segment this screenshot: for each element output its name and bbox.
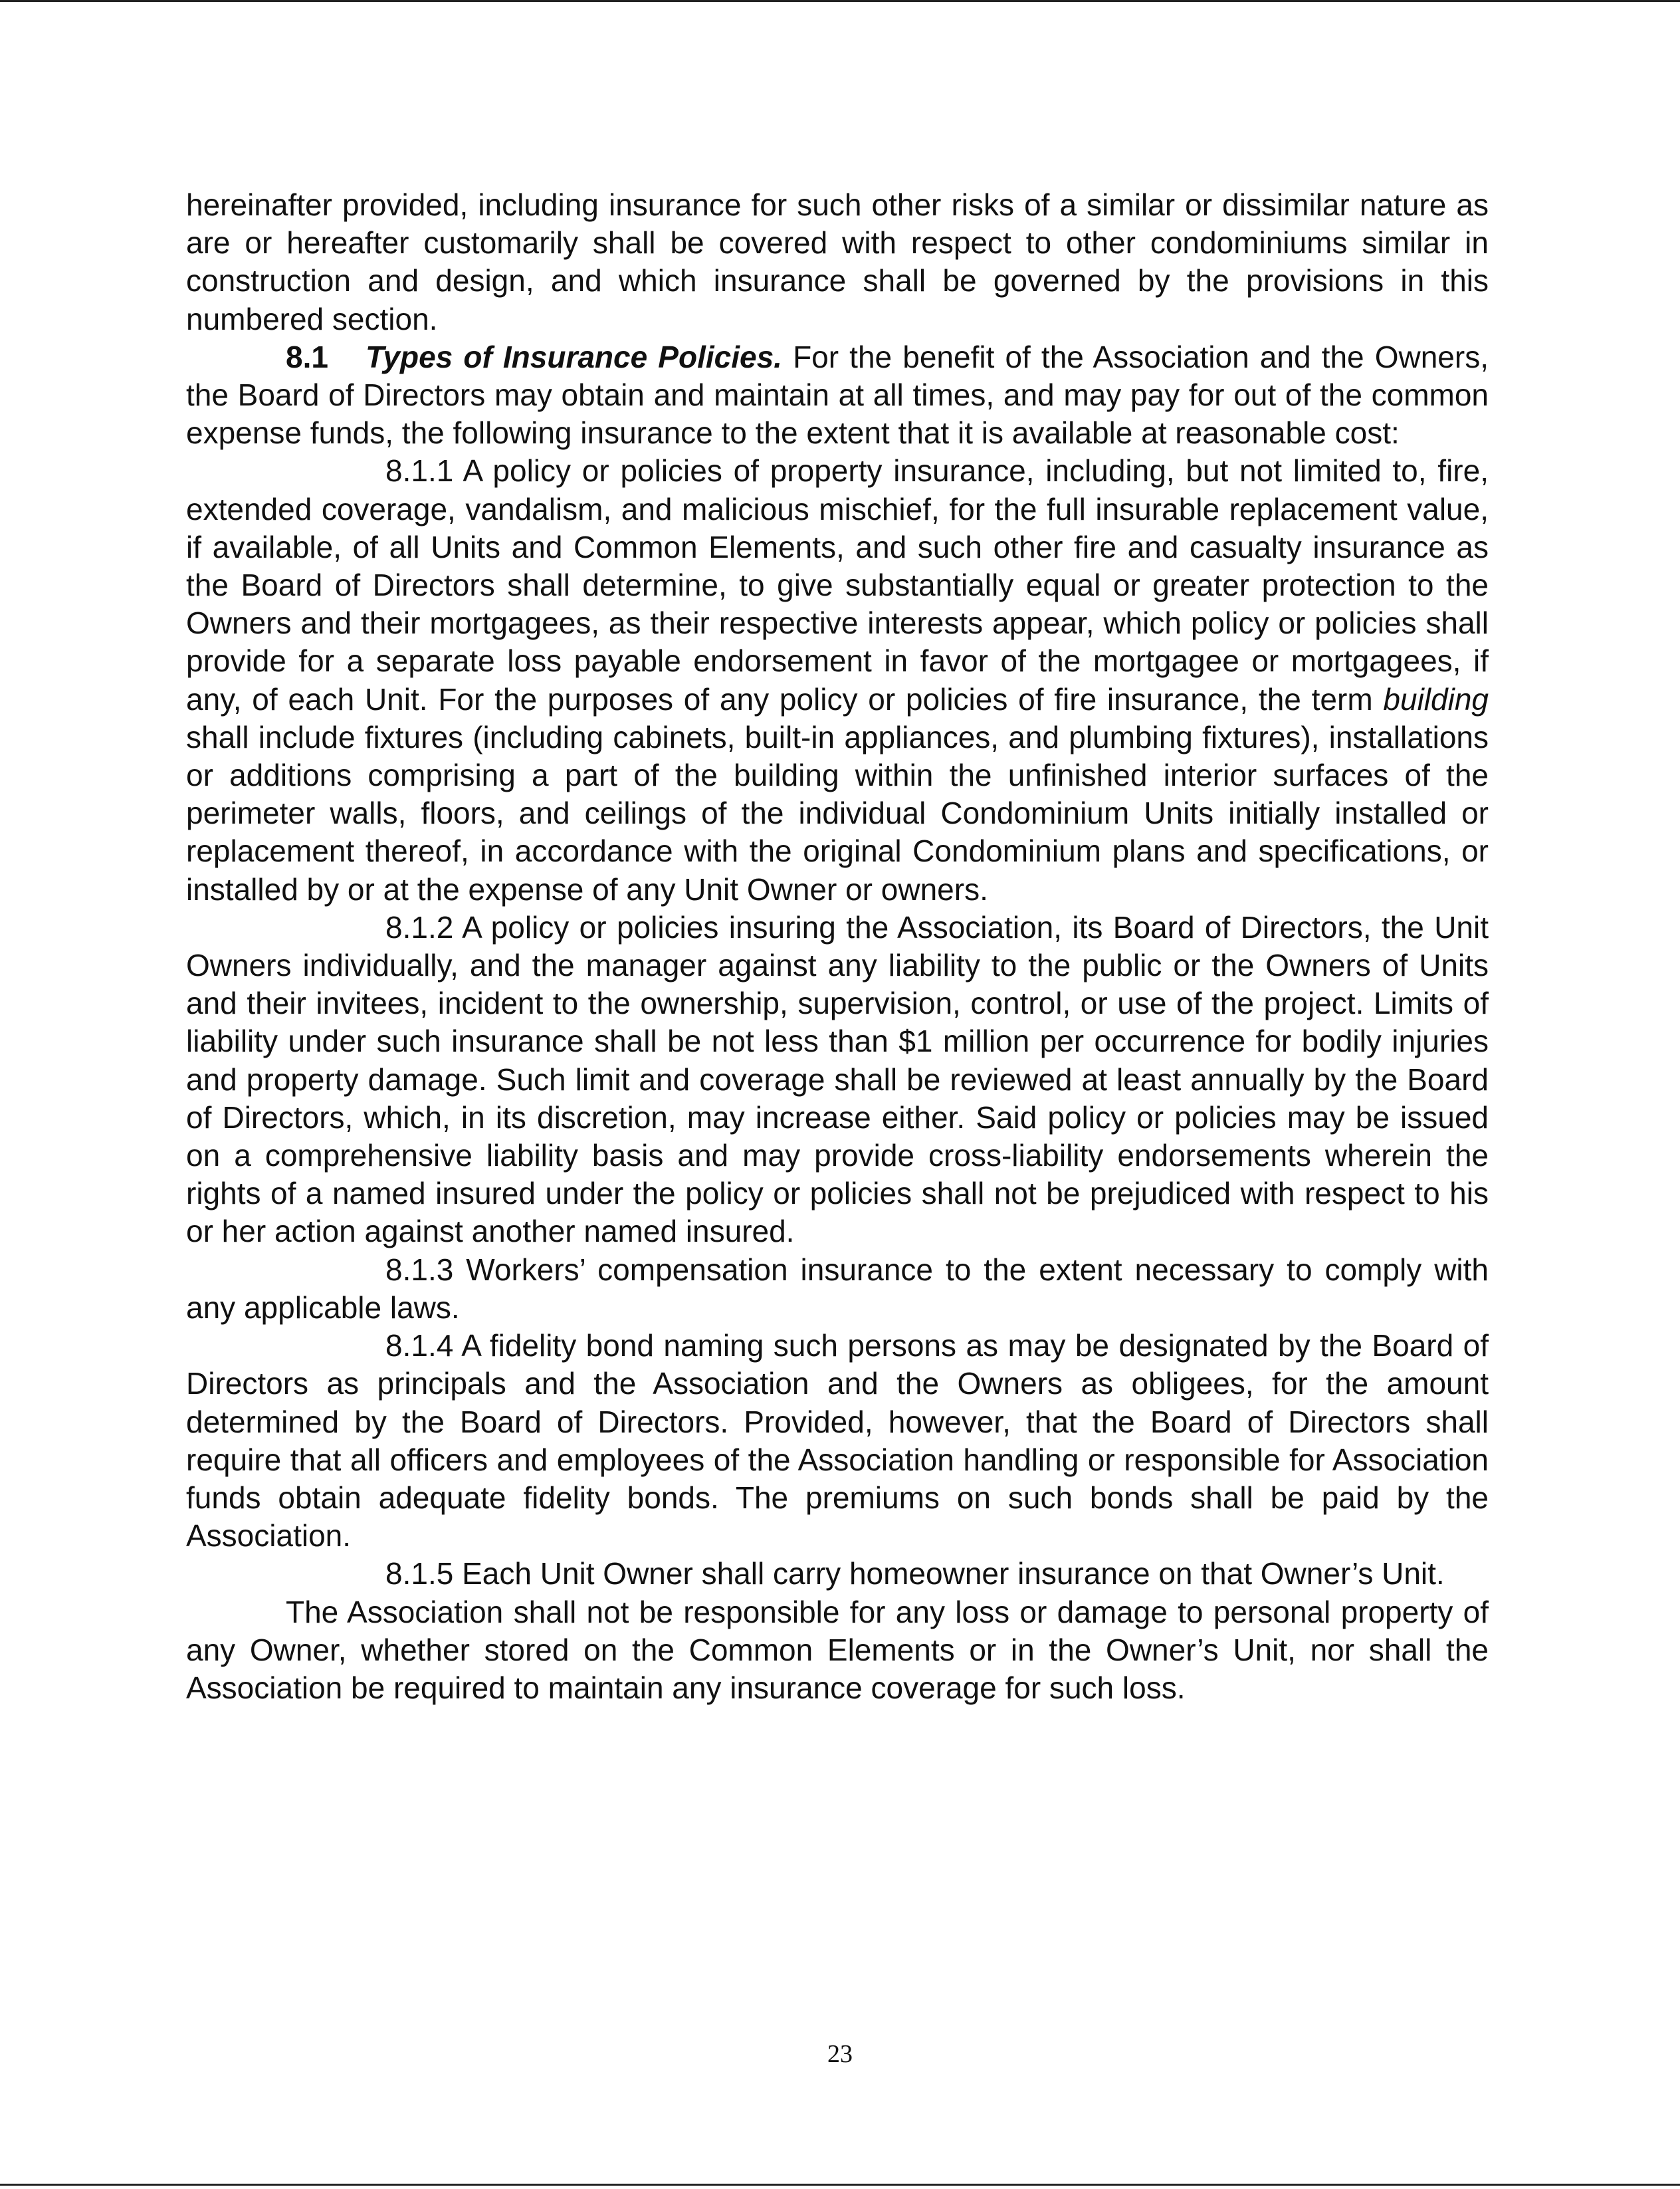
paragraph-8-1-4: 8.1.4 A fidelity bond naming such persons as may be designated by the Board of Directors as principals and the Association and the Owners as obligees, for the amount determined by the Board of Directors. Provided, however, that the Board of Directors shall require that all officers and employees of the Association handling or responsible for Association funds obtain adequate fidelity bonds. The premiums on such bonds shall be paid by the Association.: [186, 1328, 1489, 1554]
closing-paragraph: The Association shall not be responsible for any loss or damage to personal property of any Owner, whether stored on the Common Elements or in the Owner’s Unit, nor shall the Association be required to maintain any insurance coverage for such loss.: [186, 1594, 1489, 1705]
defined-term-building: building: [1383, 681, 1489, 717]
paragraph-8-1-1: [186, 452, 1489, 908]
section-number: 8.1: [286, 339, 328, 374]
paragraph-8-1-2: 8.1.2 A policy or policies insuring the Association, its Board of Directors, the Unit Owners individually, and the manager against any liability to the public or the Owners of Units and their invitees, incident to the ownership, supervision, control, or use of the project. Limits of liability under such insurance shall be not less than $1 million per occurrence for bodily injuries and property damage. Such limit and coverage shall be reviewed at least annually by the Board of Directors, which, in its discretion, may increase either. Said policy or policies may be issued on a comprehensive liability basis and may provide cross-liability endorsements wherein the rights of a named insured under the policy or policies shall not be prejudiced with respect to his or her action against another named insured.: [186, 909, 1489, 1249]
page-number: 23: [827, 2040, 853, 2068]
section-body: For the benefit of the Association and the Owners, the Board of Directors may obtain and maintain at all times, and may pay for out of the common expense funds, the following insurance to the extent that it is available at reasonable cost:: [186, 339, 1489, 451]
scan-bottom-border: [0, 2184, 1680, 2186]
paragraph-8-1-5: 8.1.5 Each Unit Owner shall carry homeowner insurance on that Owner’s Unit.: [385, 1556, 1445, 1591]
section-title: Types of Insurance Policies.: [366, 339, 782, 374]
intro-paragraph: hereinafter provided, including insurance for such other risks of a similar or dissimilar nature as are or hereafter customarily shall be covered with respect to other condominiums similar in construction and design, and which insurance shall be governed by the provisions in this numbered section.: [186, 187, 1489, 336]
scan-top-border: [0, 0, 1680, 2]
paragraph-8-1-1-after: shall include fixtures (including cabinets, built-in appliances, and plumbing fixtures), installations or additions comprising a part of the building within the unfinished interior surfaces of the perimeter walls, floors, and ceilings of the individual Condominium Units initially installed or replacement thereof, in accordance with the original Condominium plans and specifications, or installed by or at the expense of any Unit Owner or owners.: [186, 719, 1489, 907]
paragraph-8-1-3: 8.1.3 Workers’ compensation insurance to the extent necessary to comply with any applicable laws.: [186, 1252, 1489, 1325]
section-8-1-paragraph: [186, 338, 1489, 453]
paragraph-8-1-1-before: 8.1.1 A policy or policies of property insurance, including, but not limited to, fire, extended coverage, vandalism, and malicious mischief, for the full insurable replacement value, if available, of all Units and Common Elements, and such other fire and casualty insurance as the Board of Directors shall determine, to give substantially equal or greater protection to the Owners and their mortgagees, as their respective interests appear, which policy or policies shall provide for a separate loss payable endorsement in favor of the mortgagee or mortgagees, if any, of each Unit. For the purposes of any policy or policies of fire insurance, the term: [186, 453, 1489, 717]
document-body: [186, 186, 1489, 1707]
